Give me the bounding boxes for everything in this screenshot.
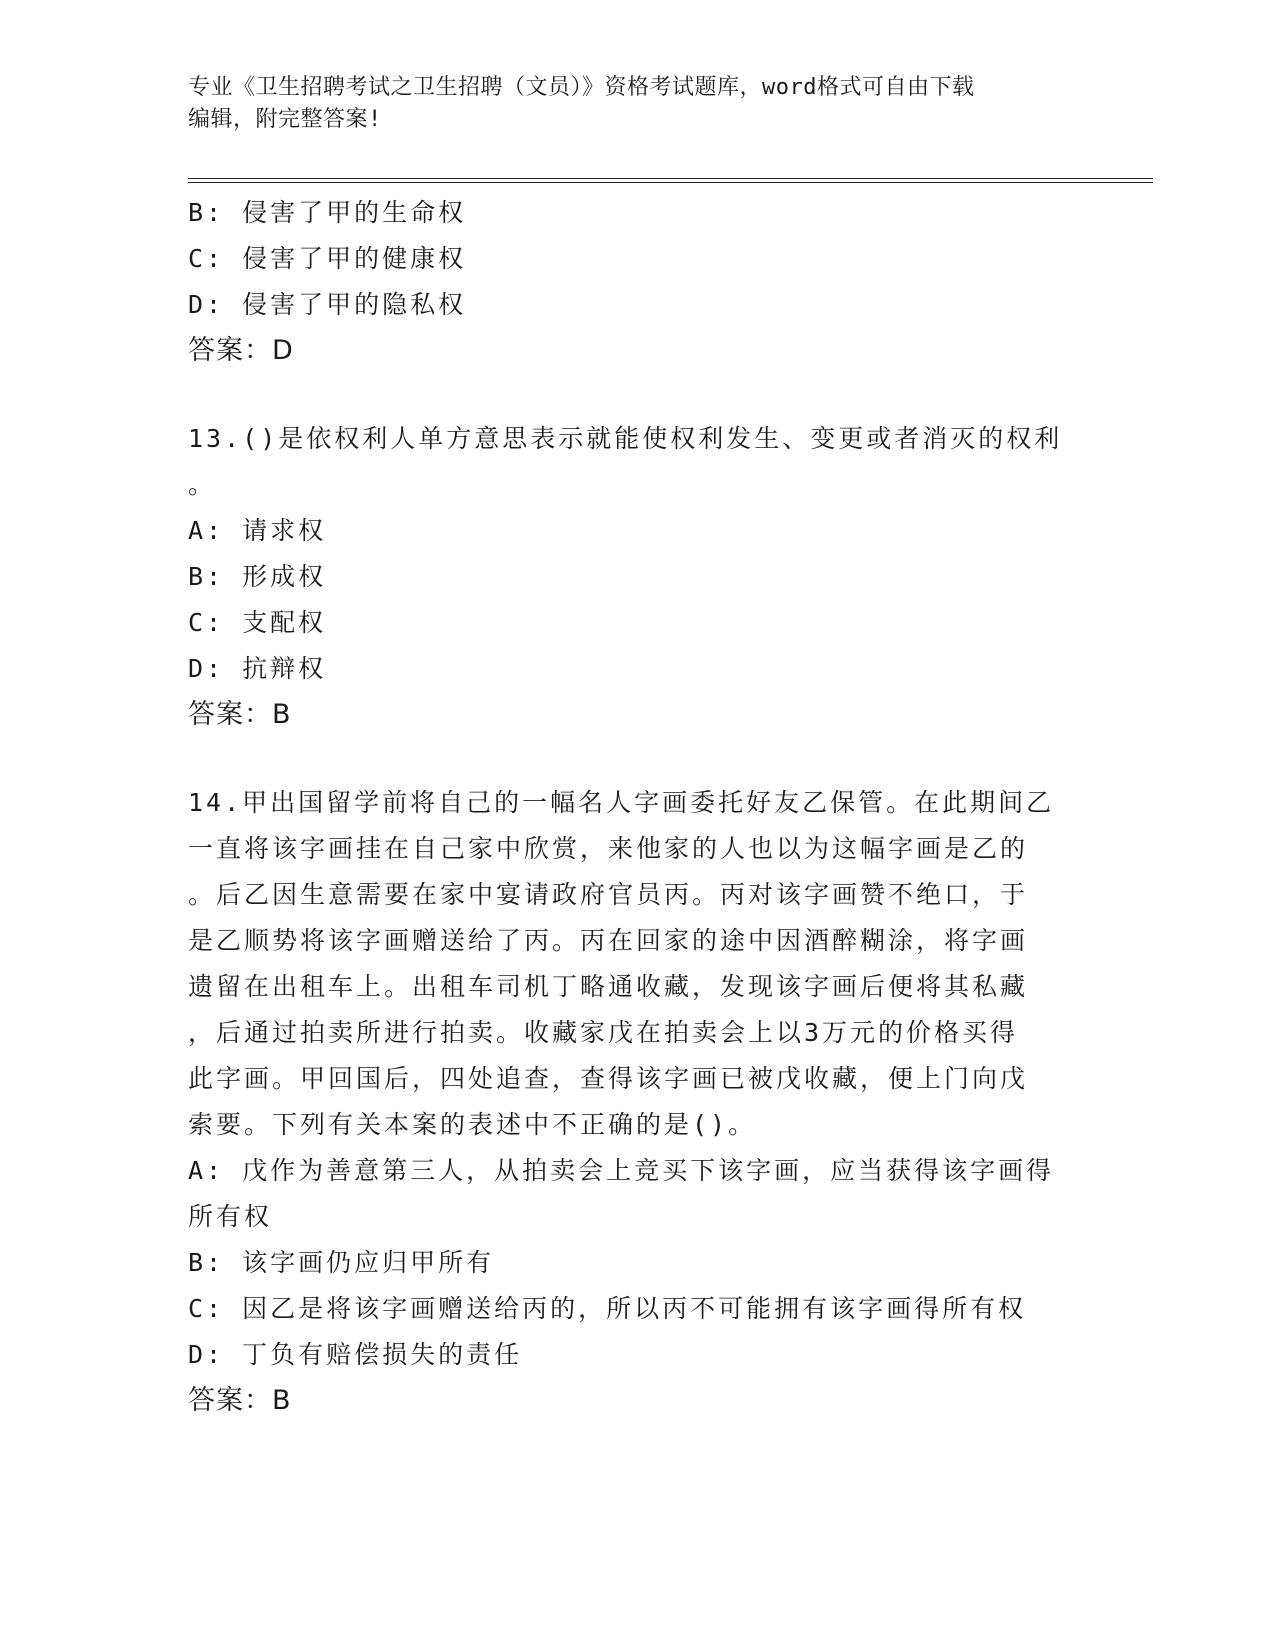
question-14 (188, 780, 1088, 1424)
header-line-1: 专业《卫生招聘考试之卫生招聘（文员）》资格考试题库，word格式可自由下载 (188, 75, 975, 100)
question-stem-line: 索要。下列有关本案的表述中不正确的是()。 (188, 1110, 757, 1139)
question-stem-line: 。后乙因生意需要在家中宴请政府官员丙。丙对该字画赞不绝口，于 (188, 880, 1029, 909)
option-b: B: 侵害了甲的生命权 (188, 198, 467, 227)
header-line-2: 编辑，附完整答案! (188, 107, 382, 132)
header-divider-top (188, 178, 1153, 179)
option-a-continued: 所有权 (188, 1202, 273, 1231)
answer: 答案：B (188, 1385, 292, 1416)
option-b: B: 该字画仍应归甲所有 (188, 1248, 495, 1277)
question-stem-line: ，后通过拍卖所进行拍卖。收藏家戊在拍卖会上以3万元的价格买得 (188, 1018, 1019, 1047)
option-d: D: 抗辩权 (188, 654, 327, 683)
document-header (188, 72, 1068, 136)
question-stem-line: 此字画。甲回国后，四处追查，查得该字画已被戊收藏，便上门向戊 (188, 1064, 1029, 1093)
option-a: A: 戊作为善意第三人，从拍卖会上竞买下该字画，应当获得该字画得 (188, 1156, 1055, 1185)
question-stem-line: 一直将该字画挂在自己家中欣赏，来他家的人也以为这幅字画是乙的 (188, 834, 1029, 863)
question-stem-line: 。 (188, 470, 217, 499)
option-c: C: 因乙是将该字画赠送给丙的，所以丙不可能拥有该字画得所有权 (188, 1294, 1027, 1323)
question-stem-line: 遗留在出租车上。出租车司机丁略通收藏，发现该字画后便将其私藏 (188, 972, 1029, 1001)
option-c: C: 支配权 (188, 608, 327, 637)
question-stem-line: 13.()是依权利人单方意思表示就能使权利发生、变更或者消灭的权利 (188, 424, 1063, 453)
question-12 (188, 190, 1088, 374)
answer: 答案：B (188, 699, 292, 730)
question-stem-line: 14.甲出国留学前将自己的一幅名人字画委托好友乙保管。在此期间乙 (188, 788, 1055, 817)
question-content (188, 190, 1088, 1424)
option-d: D: 侵害了甲的隐私权 (188, 290, 467, 319)
header-divider-bottom (188, 182, 1153, 183)
question-13 (188, 416, 1088, 738)
answer: 答案：D (188, 335, 294, 366)
question-stem-line: 是乙顺势将该字画赠送给了丙。丙在回家的途中因酒醉糊涂，将字画 (188, 926, 1029, 955)
option-b: B: 形成权 (188, 562, 327, 591)
option-a: A: 请求权 (188, 516, 327, 545)
spacer (188, 374, 1088, 416)
option-d: D: 丁负有赔偿损失的责任 (188, 1340, 523, 1369)
option-c: C: 侵害了甲的健康权 (188, 244, 467, 273)
spacer (188, 738, 1088, 780)
